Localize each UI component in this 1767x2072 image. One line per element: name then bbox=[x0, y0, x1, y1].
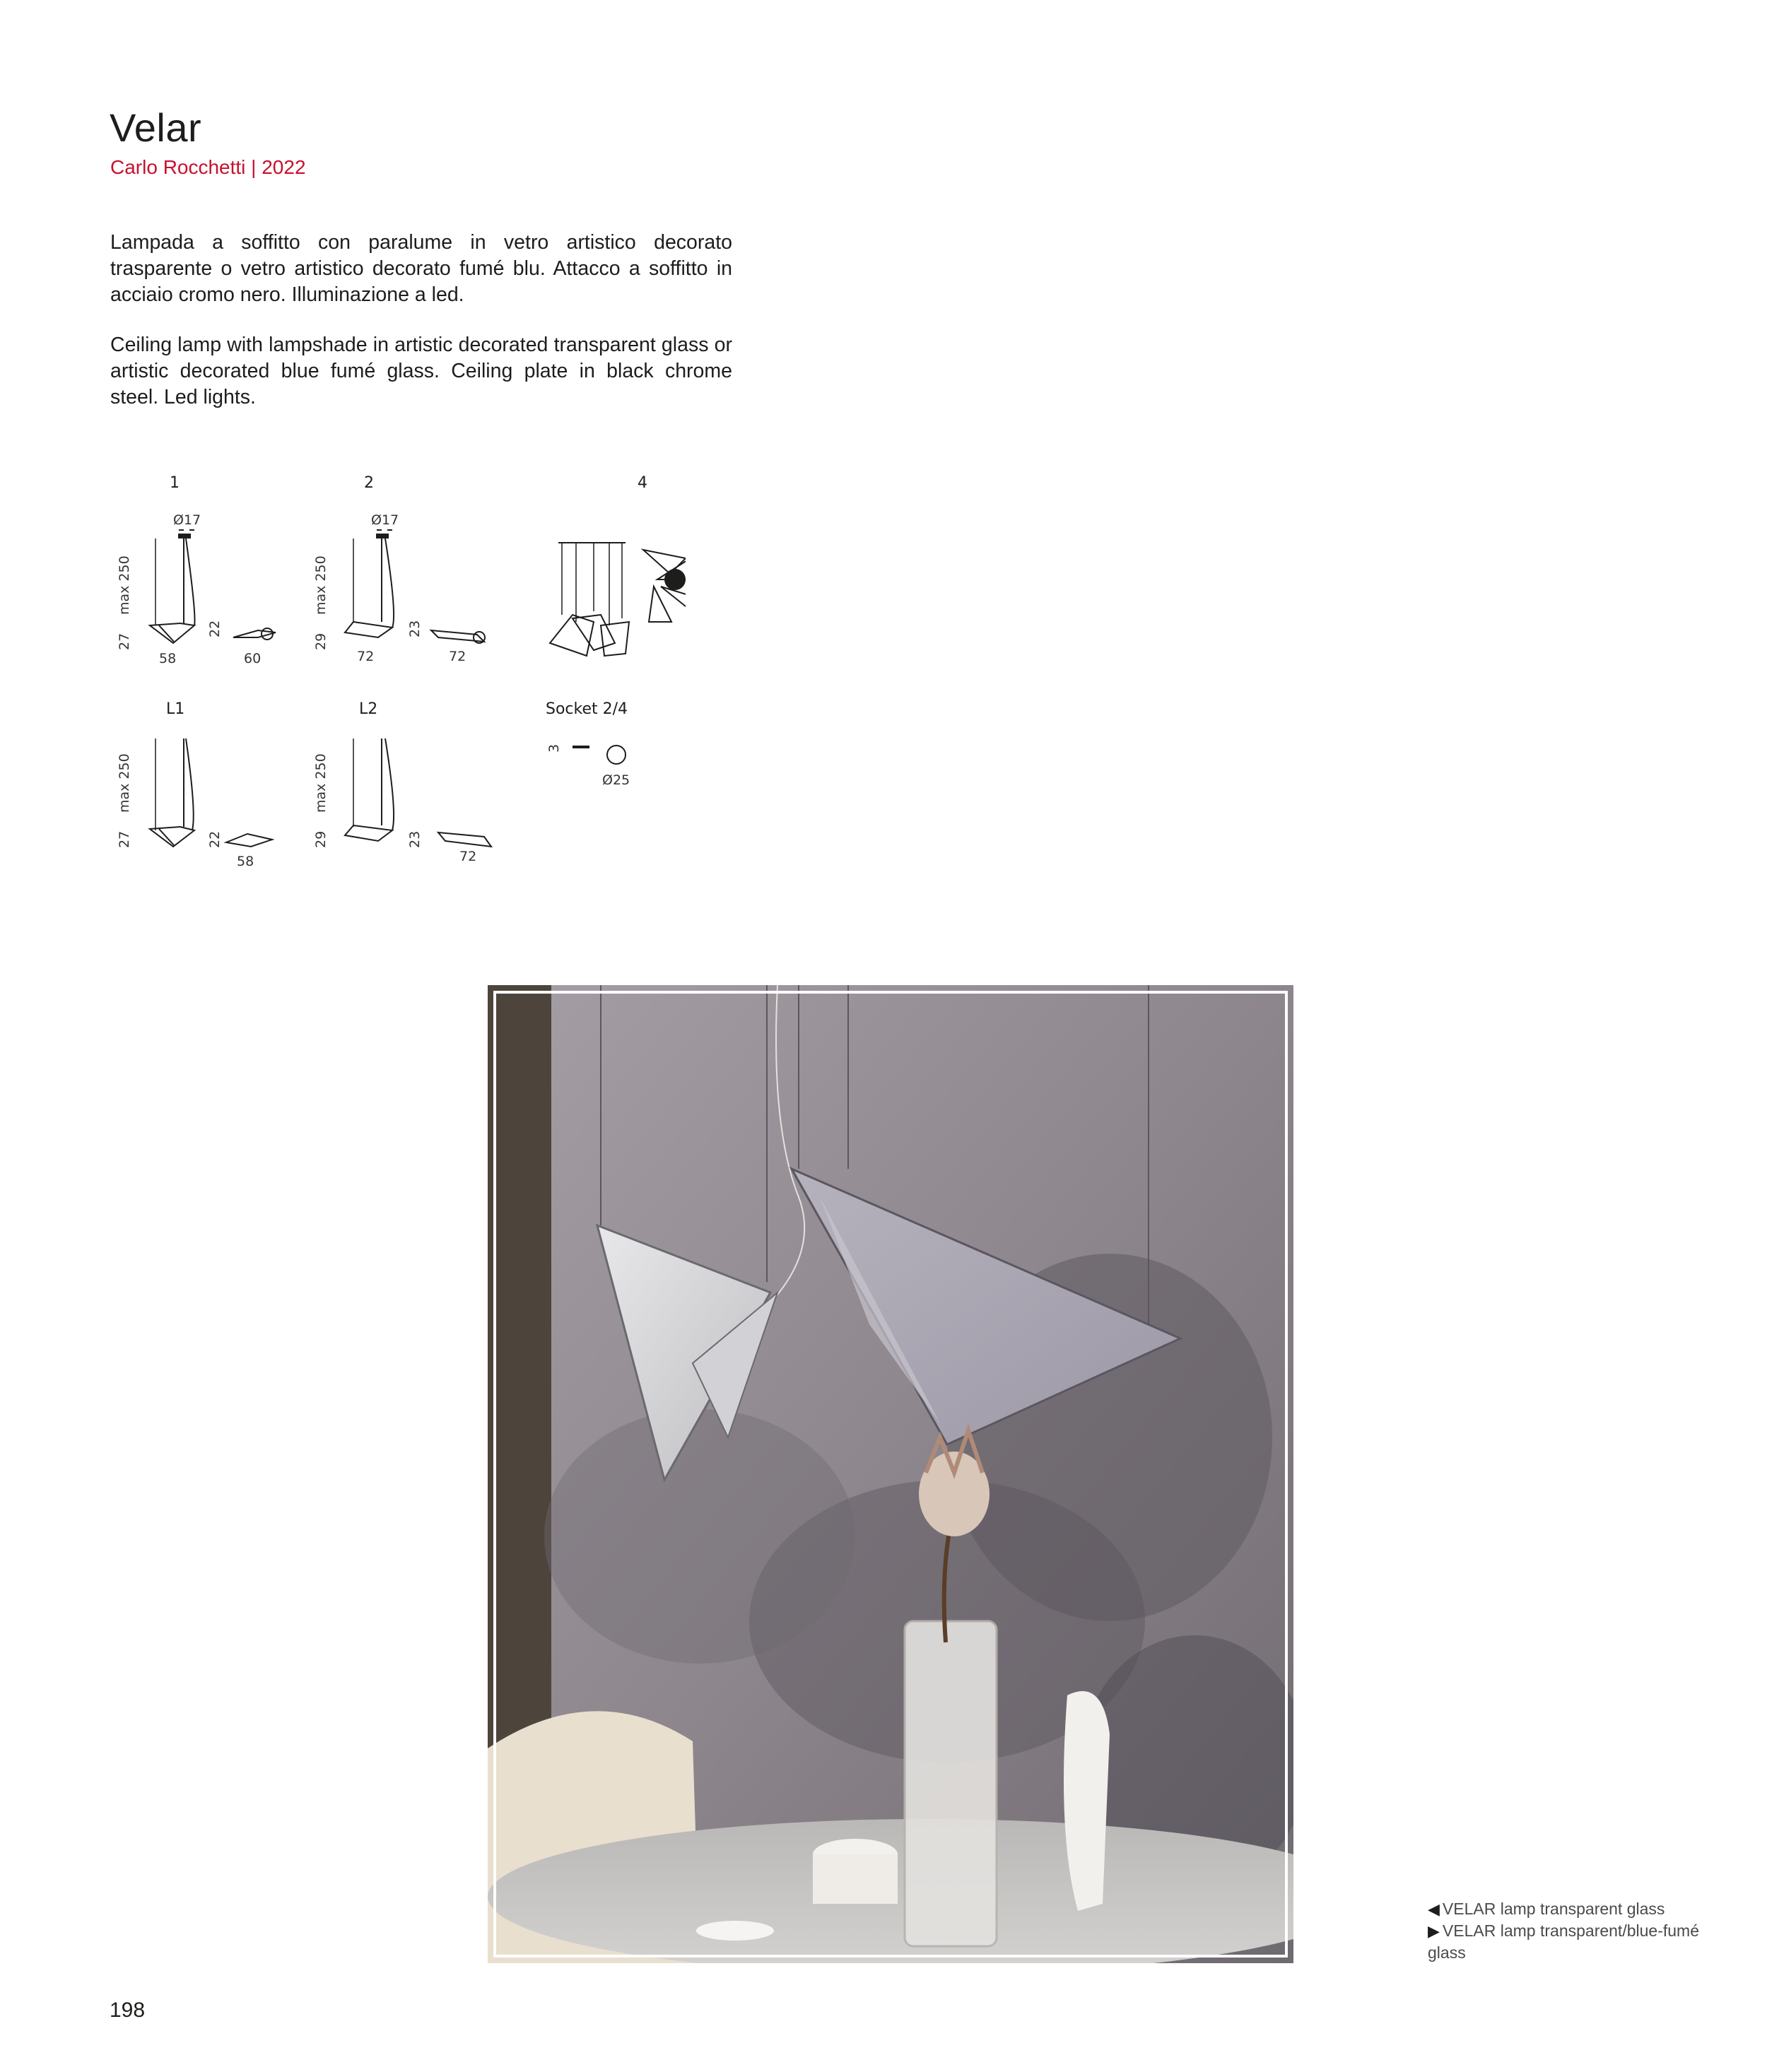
diagram-l2-shade-height: 29 bbox=[313, 830, 329, 848]
page-number: 198 bbox=[110, 1999, 146, 2022]
description-italian: Lampada a soffitto con paralume in vetro artistico decorato trasparente o vetro artistico decorato fumé blu. Attacco a soffitto in acciaio cromo nero. Illuminazione a led. bbox=[110, 231, 732, 306]
caption-text: VELAR lamp transparent glass bbox=[1442, 1900, 1665, 1918]
diagram-variant-2 bbox=[313, 474, 485, 664]
diagram-l2-top-width: 72 bbox=[459, 849, 477, 864]
product-title: Velar bbox=[110, 105, 202, 150]
diagram-variant-l2 bbox=[313, 700, 491, 864]
diagram-l1-shade-height: 27 bbox=[117, 830, 132, 848]
product-photo bbox=[488, 985, 1293, 1963]
diagram-variant-1 bbox=[117, 474, 276, 666]
diagram-variant-l1 bbox=[117, 700, 272, 869]
technical-drawings bbox=[106, 473, 686, 869]
caption-text: VELAR lamp transparent/blue-fumé glass bbox=[1428, 1921, 1699, 1962]
diagram-l1-top-width: 58 bbox=[237, 854, 254, 869]
photo-captions bbox=[1428, 1898, 1710, 1964]
designer-year: Carlo Rocchetti | 2022 bbox=[110, 156, 306, 178]
diagram-label-l2: L2 bbox=[359, 700, 378, 718]
diagram-l2-height: max 250 bbox=[313, 753, 329, 813]
diagram-label-2: 2 bbox=[364, 474, 374, 492]
caption-blue-fume bbox=[1428, 1920, 1710, 1964]
diagram-2-top-height: 23 bbox=[407, 620, 423, 637]
diagram-2-top-width: 72 bbox=[449, 649, 466, 664]
arrow-left-icon: ◀ bbox=[1428, 1900, 1440, 1918]
diagram-1-diameter: Ø17 bbox=[173, 512, 201, 528]
diagram-label-l1: L1 bbox=[166, 700, 185, 718]
diagram-label-4: 4 bbox=[638, 474, 647, 492]
diagram-2-width: 72 bbox=[357, 649, 375, 664]
socket-diameter: Ø25 bbox=[602, 772, 630, 788]
diagram-variant-4 bbox=[550, 474, 686, 656]
arrow-right-icon: ▶ bbox=[1428, 1922, 1440, 1940]
diagram-2-height: max 250 bbox=[313, 555, 329, 615]
diagram-label-socket: Socket 2/4 bbox=[546, 700, 628, 718]
diagram-1-height: max 250 bbox=[117, 555, 132, 615]
socket-height: 3 bbox=[546, 743, 562, 753]
diagram-l2-top-height: 23 bbox=[407, 830, 423, 848]
diagram-1-shade-height: 27 bbox=[117, 632, 132, 650]
diagram-2-shade-height: 29 bbox=[313, 632, 329, 650]
diagram-1-width: 58 bbox=[159, 651, 177, 666]
caption-transparent bbox=[1428, 1898, 1710, 1920]
diagram-l1-top-height: 22 bbox=[207, 830, 223, 848]
description-english: Ceiling lamp with lampshade in artistic decorated transparent glass or artistic decorated blue fumé glass. Ceiling plate in black chrome steel. Led lights. bbox=[110, 334, 732, 408]
diagram-l1-height: max 250 bbox=[117, 753, 132, 813]
diagram-socket bbox=[546, 700, 630, 788]
diagram-1-top-height: 22 bbox=[207, 620, 223, 637]
diagram-label-1: 1 bbox=[170, 474, 180, 492]
diagram-1-top-width: 60 bbox=[244, 651, 262, 666]
diagram-2-diameter: Ø17 bbox=[371, 512, 399, 528]
